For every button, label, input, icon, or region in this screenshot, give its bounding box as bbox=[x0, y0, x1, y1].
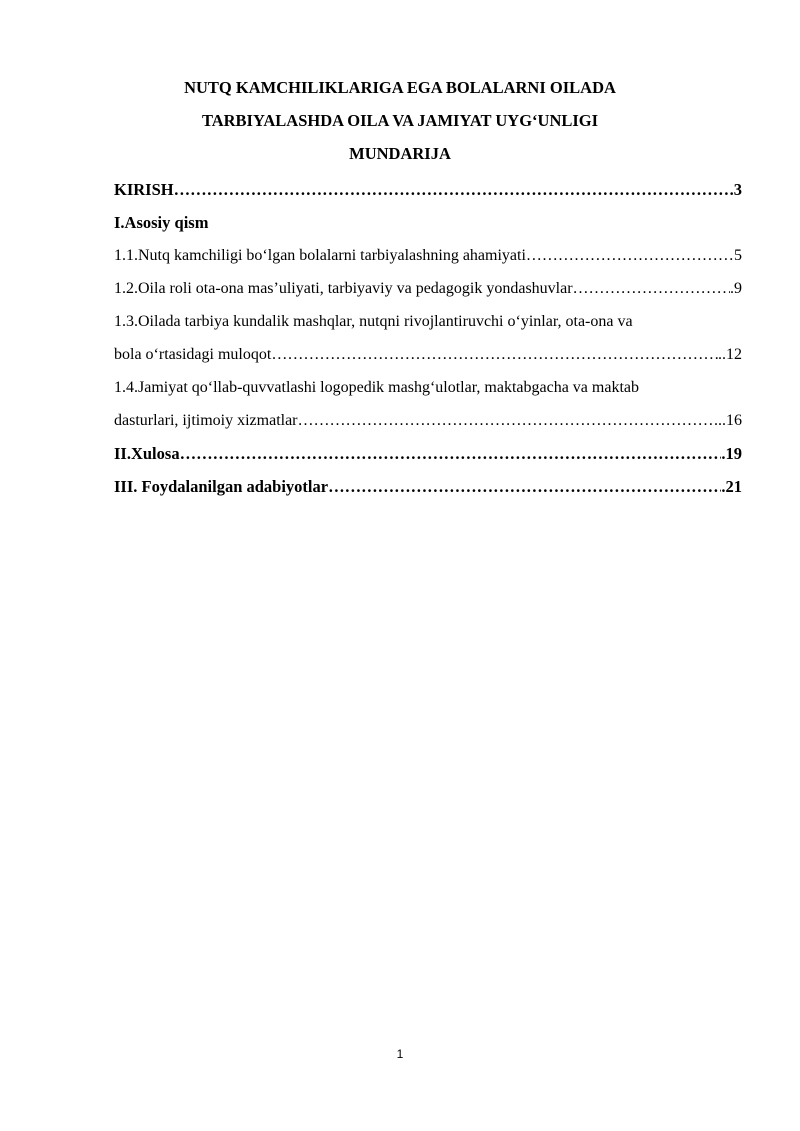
toc-entry-1-4-line-2 bbox=[114, 404, 742, 437]
toc-entry-1-2 bbox=[114, 272, 742, 305]
toc-page-number: .3 bbox=[729, 180, 742, 199]
toc-entry-label: I.Asosiy qism bbox=[114, 213, 209, 232]
toc-entry-label: bola o‘rtasidagi muloqot bbox=[114, 346, 272, 363]
toc-page-number: 5 bbox=[734, 247, 742, 264]
dot-leader bbox=[298, 404, 714, 437]
dot-leader bbox=[526, 239, 734, 272]
table-of-contents bbox=[114, 173, 742, 503]
toc-entry-label: dasturlari, ijtimoiy xizmatlar bbox=[114, 412, 298, 429]
toc-page-number: .21 bbox=[721, 477, 742, 496]
toc-entry-label: II.Xulosa bbox=[114, 444, 180, 463]
toc-entry-xulosa bbox=[114, 437, 742, 470]
toc-entry-label: 1.1.Nutq kamchiligi bo‘lgan bolalarni tarbiyalashning ahamiyati bbox=[114, 247, 526, 264]
toc-part-heading bbox=[114, 206, 742, 239]
toc-heading: MUNDARIJA bbox=[349, 144, 451, 163]
document-title-line-2: TARBIYALASHDA OILA VA JAMIYAT UYG‘UNLIGI bbox=[201, 111, 599, 130]
dot-leader bbox=[174, 173, 730, 206]
toc-entry-label: 1.3.Oilada tarbiya kundalik mashqlar, nutqni rivojlantiruvchi o‘yinlar, ota-ona va bbox=[114, 313, 633, 330]
dot-leader bbox=[328, 470, 721, 503]
toc-entry-label: 1.4.Jamiyat qo‘llab-quvvatlashi logopedik mashg‘ulotlar, maktabgacha va maktab bbox=[114, 379, 639, 396]
dot-leader bbox=[573, 272, 730, 305]
document-title-line-1: NUTQ KAMCHILIKLARIGA EGA BOLALARNI OILADA bbox=[184, 78, 616, 97]
toc-entry-kirish bbox=[114, 173, 742, 206]
toc-entry-1-1 bbox=[114, 239, 742, 272]
toc-entry-1-4-line-1 bbox=[114, 371, 742, 404]
dot-leader bbox=[180, 437, 722, 470]
page-number: 1 bbox=[396, 1047, 404, 1061]
toc-page-number: .9 bbox=[730, 280, 742, 297]
toc-entry-1-3-line-2 bbox=[114, 338, 742, 371]
toc-entry-1-3-line-1 bbox=[114, 305, 742, 338]
toc-page-number: ...16 bbox=[714, 412, 742, 429]
toc-entry-label: III. Foydalanilgan adabiyotlar bbox=[114, 477, 329, 496]
toc-entry-label: KIRISH bbox=[114, 180, 174, 199]
toc-entry-adabiyotlar bbox=[114, 470, 742, 503]
toc-page-number: ..12 bbox=[718, 346, 742, 363]
toc-page-number: .19 bbox=[721, 444, 742, 463]
toc-entry-label: 1.2.Oila roli ota-ona mas’uliyati, tarbiyaviy va pedagogik yondashuvlar bbox=[114, 280, 573, 297]
dot-leader bbox=[271, 338, 718, 371]
